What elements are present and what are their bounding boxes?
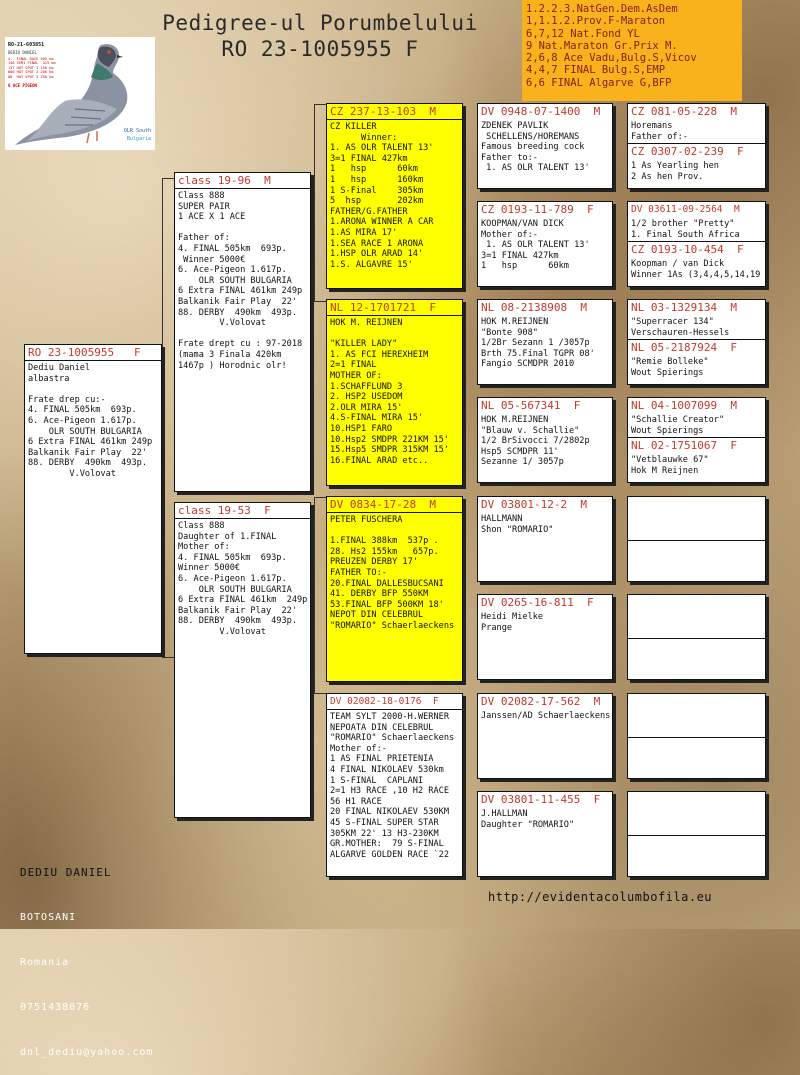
ggp-text: Heidi Mielke Prange (481, 612, 544, 633)
gggp-ring: CZ 081-05-228 (631, 105, 718, 118)
grandsire-dam-text: PETER FUSCHERA 1.FINAL 388km 537p . 28. Hs2 155km 657p. PREUZEN DERBY 17' FATHER TO:- 20.FINAL DALLESBUCSANI 41. DERBY BFP 550KM 53.FINAL BFP 500KM 18' NEPOT DIN CELEBRUL "ROMARIO" Schaerlaeckens (330, 515, 455, 631)
ggp-text: KOOPMAN/VAN DICK Mother of:- 1. AS OLR TALENT 13' 3=1 FINAL 427km 1 hsp 60km (481, 219, 590, 272)
ggp-text: HOK M.REIJNEN "Blauw v. Schallie" 1/2 BrSivocci 7/2802p Hsp5 SCMDPR 11' Sezanne 1/ 3057p (481, 415, 590, 468)
owner-info (20, 835, 153, 1075)
gggp-ring: NL 04-1007099 (631, 399, 718, 412)
photo-results: 4. FINAL RACE 505 km 146 SEMI FINAL 315 km 137 HOT SPOT 1 150 km 680 HOT SPOT 2 200 km 88 HOT SPOT 3 250 km (8, 57, 56, 79)
connector-line (314, 497, 315, 693)
grandsire-dam-sex: M (429, 498, 436, 511)
ggp-sex: M (593, 695, 601, 708)
dam-header (175, 503, 310, 519)
gggp-pair-2[interactable] (627, 201, 766, 287)
connector-line (162, 178, 163, 658)
ggp-ring: DV 03801-11-455 (481, 793, 581, 806)
sire-ring: class 19-96 (178, 174, 251, 187)
ggp-text: Janssen/AD Schaerlaeckens (481, 711, 611, 721)
ggp-text: HOK M.REIJNEN "Bonte 908" 1/2Br Sezann 1 /3057p Brth 75.Final TGPR 08' Fangio SCMDPR 2010 (481, 317, 595, 370)
gggp-pair-empty[interactable] (627, 693, 766, 779)
gggp-text: 1/2 brother "Pretty" 1. Final South Africa (631, 219, 740, 240)
page-title (120, 10, 520, 62)
dam-box[interactable] (174, 502, 311, 818)
gggp-text: 1 As Yearling hen 2 As hen Prov. (631, 161, 719, 182)
gggp-text: "Superracer 134" Verschauren-Hessels (631, 317, 730, 338)
gggp-header (628, 202, 765, 217)
ggp-sex: F (573, 399, 581, 412)
gggp-ring: NL 03-1329134 (631, 301, 718, 314)
gggp-text: "Vetblauwke 67" Hok M Reijnen (631, 455, 709, 476)
subject-sex: F (133, 346, 141, 359)
granddam-dam-ring: DV 02082-18-0176 (330, 696, 422, 707)
gggp-pair-3[interactable] (627, 299, 766, 385)
ggp-ring: CZ 0193-11-789 (481, 203, 574, 216)
gggp-sex: M (733, 204, 740, 215)
ggp-box-6[interactable] (477, 594, 613, 680)
gggp-sex: M (730, 399, 737, 412)
photo-badge: 6 ACE PIGEON (8, 83, 37, 88)
connector-line (162, 657, 174, 658)
title-line1: Pedigree-ul Porumbelului (162, 11, 478, 35)
ggp-header (478, 398, 612, 413)
ggp-text: J.HALLMAN Daughter "ROMARIO" (481, 809, 575, 830)
gggp-ring: DV 03611-09-2564 (631, 204, 723, 215)
ggp-ring: NL 05-567341 (481, 399, 561, 412)
granddam-sire-header (327, 300, 462, 316)
gggp-sex: M (730, 301, 737, 314)
ggp-ring: DV 0948-07-1400 (481, 105, 581, 118)
gggp-header (628, 104, 765, 119)
ggp-text: HALLMANN Shon "ROMARIO" (481, 514, 554, 535)
grandsire-dam-box[interactable] (326, 496, 463, 682)
ggp-box-3[interactable] (477, 299, 613, 385)
ggp-box-8[interactable] (477, 791, 613, 877)
photo-owner: DEDIU DANIEL (8, 50, 37, 55)
granddam-sire-ring: NL 12-1701721 (330, 301, 417, 314)
owner-phone: 0751438076 (20, 1002, 91, 1013)
grandsire-sire-ring: CZ 237-13-103 (330, 105, 417, 118)
ggp-ring: DV 03801-12-2 (481, 498, 568, 511)
dam-sex: F (264, 504, 271, 517)
ggp-sex: F (593, 793, 601, 806)
ggp-sex: M (593, 105, 601, 118)
connector-line (314, 104, 315, 302)
connector-line (162, 178, 174, 179)
sire-header (175, 173, 310, 189)
title-line2: RO 23-1005955 F (221, 37, 419, 61)
gggp-header (628, 339, 765, 355)
owner-city: BOTOSANI (20, 912, 77, 923)
results-notes: 1.2.2.3.NatGen.Dem.AsDem 1,1.1.2.Prov.F-Maraton 6,7,12 Nat.Fond YL 9 Nat.Maraton Gr.Prix M. 2,6,8 Ace Vadu,Bulg.S,Vicov 4,4,7 FINAL Bulg.S,EMP 6,6 FINAL Algarve G,BFP (522, 0, 742, 101)
photo-logo: OLR South (123, 128, 151, 134)
ggp-ring: NL 08-2138908 (481, 301, 568, 314)
gggp-pair-empty[interactable] (627, 496, 766, 582)
gggp-sex: F (730, 439, 737, 452)
granddam-sire-box[interactable] (326, 299, 463, 486)
owner-name: DEDIU DANIEL (20, 866, 112, 879)
granddam-sire-sex: F (429, 301, 436, 314)
connector-line (314, 497, 326, 498)
gggp-divider (628, 638, 765, 639)
pigeon-photo (5, 37, 155, 150)
gggp-ring: NL 05-2187924 (631, 341, 718, 354)
ggp-ring: DV 0265-16-811 (481, 596, 574, 609)
ggp-box-5[interactable] (477, 496, 613, 582)
ggp-box-4[interactable] (477, 397, 613, 483)
granddam-dam-sex: F (432, 696, 439, 707)
connector-line (314, 301, 326, 302)
subject-ring: RO 23-1005955 (28, 346, 115, 359)
sire-text: Class 888 SUPER PAIR 1 ACE X 1 ACE Father of: 4. FINAL 505km 693p. Winner 5000€ 6. Ace-Pigeon 1.617p. OLR SOUTH BULGARIA 6 Extra FINAL 461km 249p Balkanik Fair Play 22' 88. DERBY 490km 493p. V.Volovat Frate drept cu : 97-2018 (mama 3 Finala 420km 1467p ) Horodnic olr! (178, 191, 303, 371)
subject-header (25, 345, 161, 361)
ggp-header (478, 694, 612, 709)
ggp-header (478, 792, 612, 807)
ggp-header (478, 595, 612, 610)
gggp-divider (628, 540, 765, 541)
grandsire-sire-sex: M (429, 105, 436, 118)
ggp-sex: F (586, 203, 594, 216)
ggp-header (478, 104, 612, 119)
ggp-sex: M (580, 498, 587, 511)
dam-ring: class 19-53 (178, 504, 251, 517)
ggp-header (478, 497, 612, 512)
connector-line (314, 104, 326, 105)
gggp-pair-4[interactable] (627, 397, 766, 483)
gggp-sex: F (730, 341, 737, 354)
subject-box[interactable] (24, 344, 162, 654)
gggp-sex: F (736, 145, 744, 158)
grandsire-dam-header (327, 497, 462, 513)
gggp-text: "Schallie Creator" Wout Spierings (631, 415, 725, 436)
gggp-text: Horemans Father of:- (631, 121, 688, 142)
gggp-ring: CZ 0193-10-454 (631, 243, 724, 256)
grandsire-dam-ring: DV 0834-17-28 (330, 498, 417, 511)
ggp-box-2[interactable] (477, 201, 613, 287)
gggp-text: "Remie Bolleke" Wout Spierings (631, 357, 709, 378)
dam-text: Class 888 Daughter of 1.FINAL Mother of: 4. FINAL 505km 693p. Winner 5000€ 6. Ace-Pigeon 1.617p. OLR SOUTH BULGARIA 6 Extra FINAL 461km 249p Balkanik Fair Play 22' 88. DERBY 490km 493p. V.Volovat (178, 521, 308, 637)
gggp-header (628, 398, 765, 413)
sire-box[interactable] (174, 172, 311, 492)
ggp-ring: DV 02082-17-562 (481, 695, 581, 708)
gggp-ring: CZ 0307-02-239 (631, 145, 724, 158)
gggp-ring: NL 02-1751067 (631, 439, 718, 452)
ggp-box-7[interactable] (477, 693, 613, 779)
grandsire-sire-header (327, 104, 462, 120)
gggp-header (628, 241, 765, 257)
ggp-sex: M (580, 301, 587, 314)
grandsire-sire-box[interactable] (326, 103, 463, 289)
granddam-dam-text: TEAM SYLT 2000-H.WERNER NEPOATA DIN CELEBRUL "ROMARIO" Schaerlaeckens Mother of:- 1 AS FINAL PRIETENIA 4 FINAL NIKOLAEV 530km 1 S-FINAL CAPLANI 2=1 H3 RACE ,10 H2 RACE 56 H1 RACE 20 FINAL NIKOLAEV 530KM 45 S-FINAL SUPER STAR 305KM 22' 13 H3-230KM GR.MOTHER: 79 S-FINAL ALGARVE GOLDEN RACE `22 (330, 712, 455, 860)
photo-ring: RO-21-603851 (8, 42, 45, 48)
connector-line (314, 693, 326, 694)
photo-logo-sub: Bulgaria (126, 136, 151, 142)
ggp-header (478, 300, 612, 315)
ggp-sex: F (586, 596, 594, 609)
subject-text: Dediu Daniel albastra Frate drep cu:- 4. FINAL 505km 693p. 6. Ace-Pigeon 1.617p. OLR SOUTH BULGARIA 6 Extra FINAL 461km 249p Balkanik Fair Play 22' 88. DERBY 490km 493p. V.Volovat (28, 363, 153, 479)
gggp-header (628, 437, 765, 453)
website-link[interactable]: http://evidentacolumbofila.eu (488, 890, 713, 904)
ggp-header (478, 202, 612, 217)
granddam-dam-header (327, 694, 462, 710)
ggp-box-1[interactable] (477, 103, 613, 189)
gggp-pair-1[interactable] (627, 103, 766, 189)
gggp-header (628, 300, 765, 315)
owner-email[interactable]: dnl_dediu@yahoo.com (20, 1047, 154, 1058)
grandsire-sire-text: CZ KILLER Winner: 1. AS OLR TALENT 13' 3=1 FINAL 427km 1 hsp 60km 1 hsp 160km 1 S-Final 305km 5 hsp 202km FATHER/G.FATHER 1.ARONA WINNER A CAR 1.AS MIRA 17' 1.SEA RACE 1 ARONA 1.HSP OLR ARAD 14' 1.S. ALGAVRE 15' (330, 122, 434, 270)
gggp-pair-empty[interactable] (627, 594, 766, 680)
owner-country: Romania (20, 957, 70, 968)
gggp-sex: F (736, 243, 744, 256)
ggp-text: ZDENEK PAVLIK SCHELLENS/HOREMANS Famous breeding cock Father to:- 1. AS OLR TALENT 13' (481, 121, 590, 174)
gggp-divider (628, 835, 765, 836)
gggp-sex: M (730, 105, 737, 118)
gggp-header (628, 143, 765, 159)
gggp-divider (628, 737, 765, 738)
gggp-text: Koopman / van Dick Winner 1As (3,4,4,5,14,19 (631, 259, 761, 280)
granddam-sire-text: HOK M. REIJNEN "KILLER LADY" 1. AS FCI HEREXHEIM 2=1 FINAL MOTHER OF: 1.SCHAFFLUND 3 2. HSP2 USEDOM 2.OLR MIRA 15' 4.S-FINAL MIRA 15' 10.HSP1 FARO 10.Hsp2 SMDPR 221KM 15' 15.Hsp5 SMDPR 315KM 15' 16.FINAL ARAD etc.. (330, 318, 449, 466)
sire-sex: M (264, 174, 271, 187)
gggp-pair-empty[interactable] (627, 791, 766, 877)
granddam-dam-box[interactable] (326, 693, 463, 877)
